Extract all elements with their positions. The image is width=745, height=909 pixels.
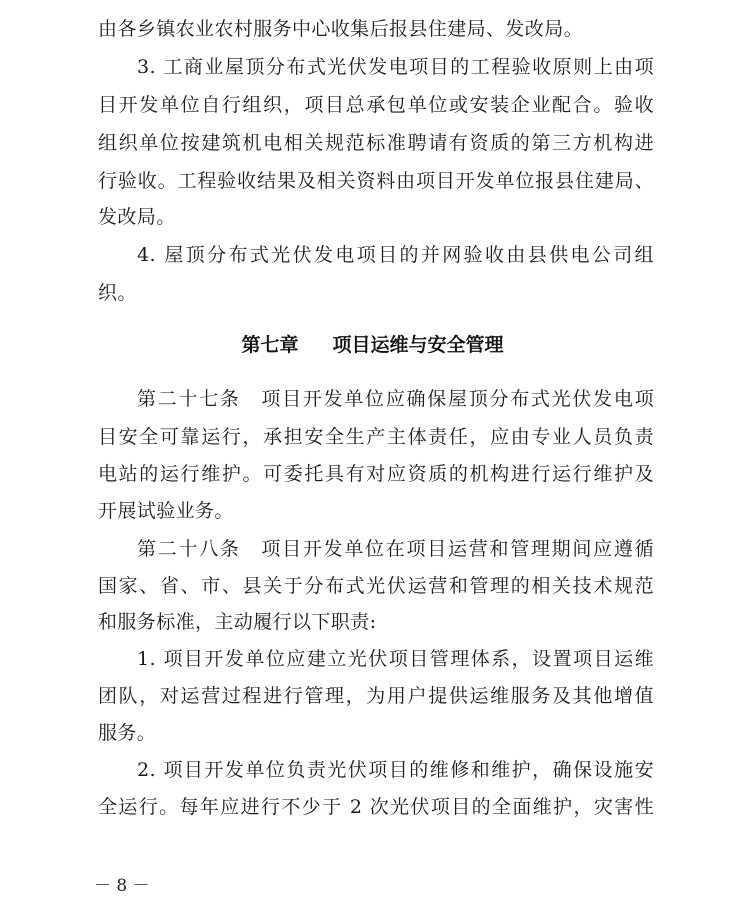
page-number: － 8 －: [94, 876, 150, 896]
text-line: 第二十七条 项目开发单位应确保屋顶分布式光伏发电项: [137, 388, 654, 410]
text-line: 发改局。: [98, 206, 176, 228]
chapter-title: 项目运维与安全管理: [332, 334, 504, 356]
text-line: 国家、省、市、县关于分布式光伏运营和管理的相关技术规范: [98, 575, 654, 597]
text-line: 组织单位按建筑机电相关规范标准聘请有资质的第三方机构进: [98, 132, 654, 154]
text-line: 1. 项目开发单位应建立光伏项目管理体系，设置项目运维: [137, 648, 654, 670]
chapter-number: 第七章: [241, 334, 299, 356]
text-line: 4. 屋顶分布式光伏发电项目的并网验收由县供电公司组: [137, 244, 654, 266]
text-line: 3. 工商业屋顶分布式光伏发电项目的工程验收原则上由项: [137, 56, 654, 78]
text-line: 开展试验业务。: [98, 500, 234, 522]
text-line: 第二十八条 项目开发单位在项目运营和管理期间应遵循: [137, 538, 654, 560]
text-line: 全运行。每年应进行不少于 2 次光伏项目的全面维护，灾害性: [98, 796, 654, 818]
chapter-heading: [0, 325, 745, 365]
text-line: 行验收。工程验收结果及相关资料由项目开发单位报县住建局、: [98, 170, 654, 192]
text-line: 团队，对运营过程进行管理，为用户提供运维服务及其他增值: [98, 685, 654, 707]
text-line: 织。: [98, 282, 137, 304]
text-line: 和服务标准，主动履行以下职责:: [98, 611, 377, 633]
text-line: 目安全可靠运行，承担安全生产主体责任，应由专业人员负责: [98, 426, 654, 448]
text-line: 2. 项目开发单位负责光伏项目的维修和维护，确保设施安: [137, 759, 654, 781]
text-line: 目开发单位自行组织，项目总承包单位或安装企业配合。验收: [98, 94, 654, 116]
text-line: 电站的运行维护。可委托具有对应资质的机构进行运行维护及: [98, 463, 654, 485]
text-line: 服务。: [98, 722, 157, 744]
text-line: 由各乡镇农业农村服务中心收集后报县住建局、发改局。: [98, 18, 584, 40]
